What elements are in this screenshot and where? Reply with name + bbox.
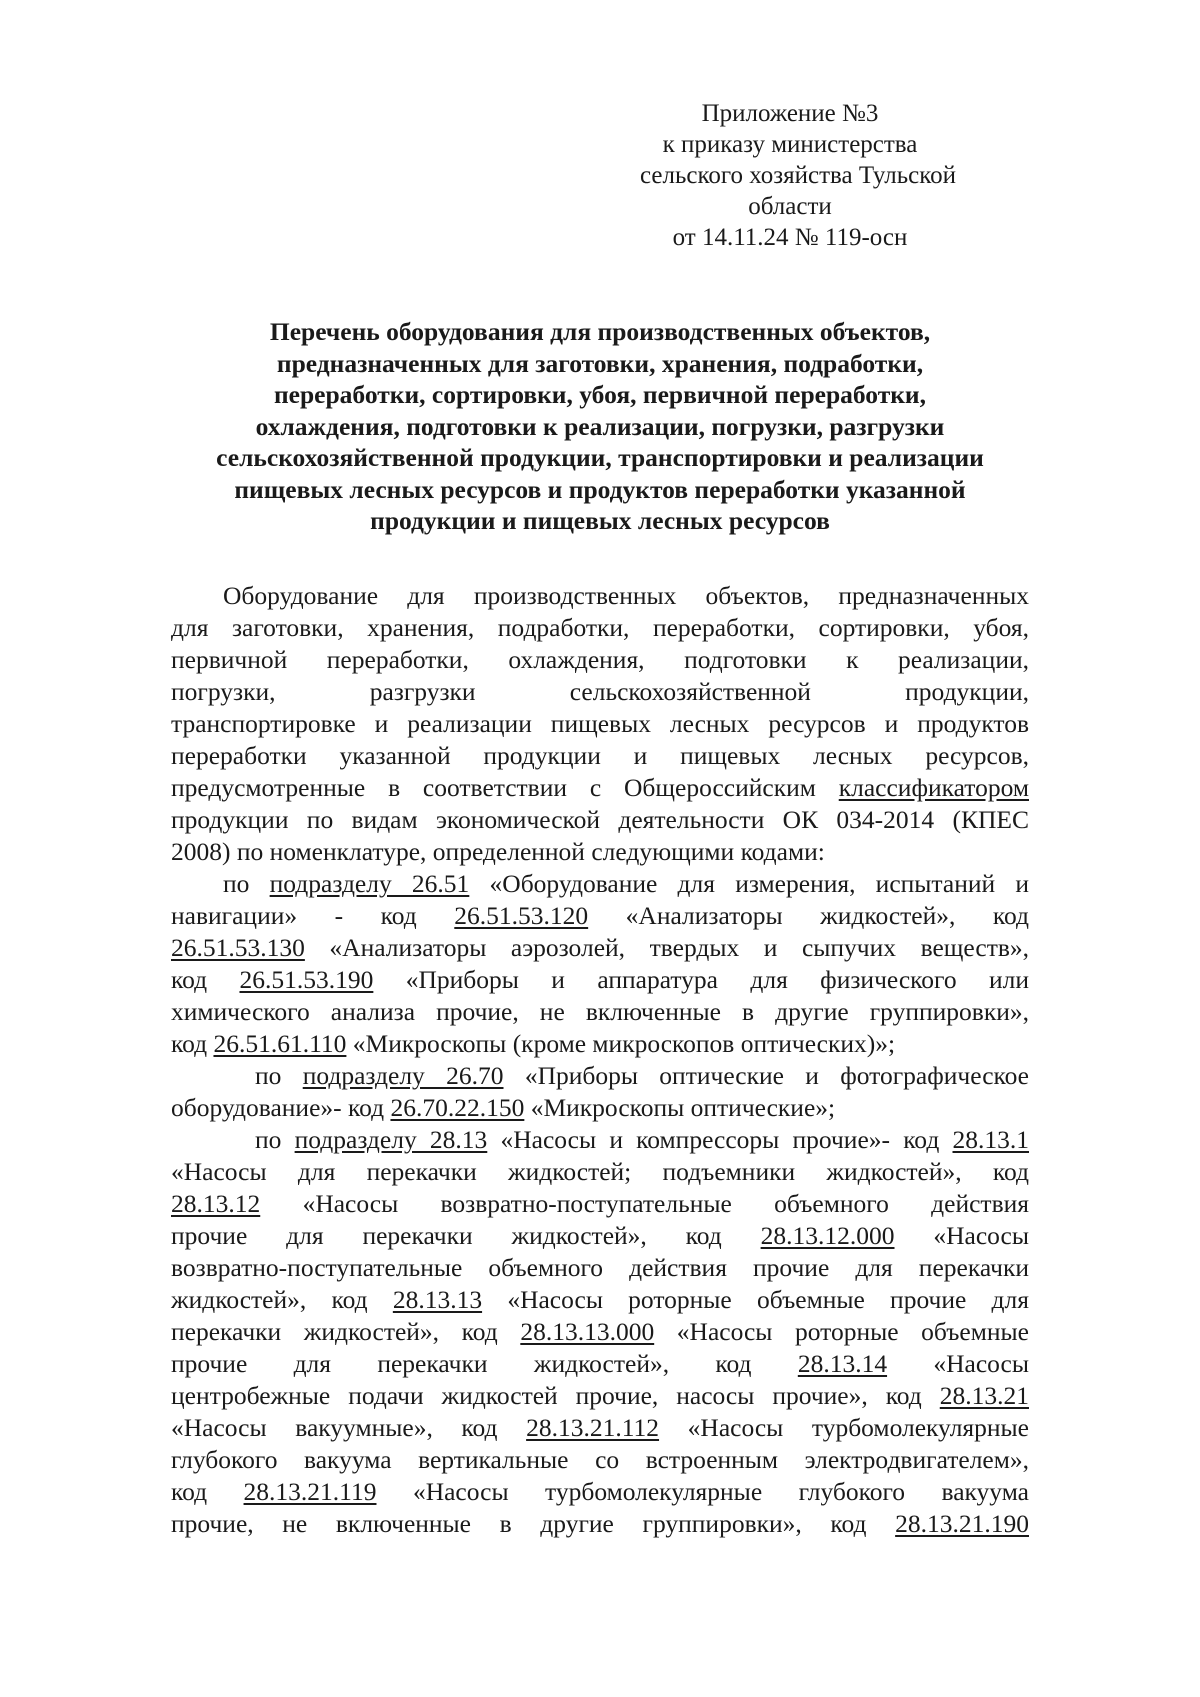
body-line — [171, 1508, 1029, 1540]
document-body — [171, 580, 1029, 1540]
title-line: продукции и пищевых лесных ресурсов — [370, 506, 830, 535]
title-line: сельскохозяйственной продукции, транспортировки и реализации — [216, 443, 984, 472]
code-link[interactable]: 28.13.13 — [392, 1285, 483, 1314]
body-text: «Насосы роторные объемные — [654, 1317, 1029, 1346]
body-line — [171, 1124, 1029, 1156]
title-line: переработки, сортировки, убоя, первичной переработки, — [273, 380, 926, 409]
body-line — [171, 868, 1029, 900]
title-line: охлаждения, подготовки к реализации, погрузки, разгрузки — [255, 411, 945, 441]
body-line — [171, 1348, 1029, 1380]
body-line — [171, 1028, 1029, 1060]
code-link[interactable]: 28.13.14 — [797, 1349, 888, 1378]
body-text: по — [223, 869, 270, 898]
body-text: жидкостей», код — [171, 1285, 393, 1314]
body-line — [171, 1188, 1029, 1220]
body-text: прочие для перекачки жидкостей», код — [171, 1349, 798, 1378]
body-line — [171, 900, 1029, 932]
body-text: «Насосы вакуумные», код — [171, 1413, 527, 1442]
body-line: для заготовки, хранения, подработки, переработки, сортировки, убоя, — [171, 613, 1029, 642]
body-line: переработки указанной продукции и пищевых лесных ресурсов, — [171, 741, 1029, 770]
appendix-region: области — [748, 193, 832, 220]
body-text: «Насосы турбомолекулярные — [659, 1413, 1029, 1442]
body-line — [171, 1220, 1029, 1252]
subsection-link-2651[interactable]: подразделу 26.51 — [269, 869, 470, 898]
appendix-date-number: от 14.11.24 № 119-осн — [672, 224, 908, 251]
body-line: возвратно-поступательные объемного действия прочие для перекачки — [171, 1253, 1029, 1282]
body-line — [171, 772, 1029, 804]
code-link[interactable]: 26.51.53.190 — [239, 965, 374, 994]
code-link[interactable]: 28.13.21 — [939, 1381, 1029, 1410]
body-line: транспортировке и реализации пищевых лесных ресурсов и продуктов — [171, 709, 1029, 738]
code-link[interactable]: 28.13.21.119 — [243, 1477, 377, 1506]
body-text: предусмотренные в соответствии с Общероссийским — [171, 773, 839, 802]
body-line — [171, 1412, 1029, 1444]
body-text: прочие для перекачки жидкостей», код — [171, 1221, 761, 1250]
body-text: «Насосы — [887, 1349, 1030, 1378]
body-line — [171, 932, 1029, 964]
title-line: пищевых лесных ресурсов и продуктов переработки указанной — [234, 474, 966, 504]
body-text: «Приборы оптические и фотографическое — [503, 1061, 1029, 1090]
code-link[interactable]: 28.13.12 — [171, 1189, 261, 1218]
body-text: навигации» - код — [171, 901, 455, 930]
body-line — [171, 1476, 1029, 1508]
subsection-link-2670[interactable]: подразделу 26.70 — [302, 1061, 504, 1090]
body-line — [171, 1284, 1029, 1316]
body-text: «Анализаторы жидкостей», код — [588, 901, 1029, 930]
appendix-order-ref: к приказу министерства — [662, 131, 918, 158]
body-text: «Насосы и компрессоры прочие»- код — [487, 1125, 953, 1154]
code-link[interactable]: 26.70.22.150 — [390, 1093, 525, 1122]
body-text: «Микроскопы оптические»; — [524, 1093, 836, 1122]
body-text: «Насосы возвратно-поступательные объемного действия — [260, 1189, 1029, 1218]
body-text: «Насосы — [894, 1221, 1030, 1250]
body-line: 2008) по номенклатуре, определенной следующими кодами: — [171, 837, 825, 866]
code-link[interactable]: 28.13.21.190 — [895, 1509, 1029, 1538]
body-text: «Насосы турбомолекулярные глубокого вакуума — [376, 1477, 1029, 1506]
appendix-ministry: сельского хозяйства Тульской — [640, 162, 957, 189]
code-link[interactable]: 28.13.1 — [952, 1125, 1029, 1154]
code-link[interactable]: 28.13.12.000 — [760, 1221, 895, 1250]
body-text: по — [255, 1125, 295, 1154]
code-link[interactable]: 28.13.21.112 — [526, 1413, 660, 1442]
body-text: «Насосы роторные объемные прочие для — [482, 1285, 1029, 1314]
body-text: «Оборудование для измерения, испытаний и — [469, 869, 1029, 898]
code-link[interactable]: 26.51.53.120 — [454, 901, 589, 930]
body-line — [171, 1060, 1029, 1092]
body-line: Оборудование для производственных объектов, предназначенных — [223, 581, 1029, 610]
body-text: центробежные подачи жидкостей прочие, насосы прочие», код — [171, 1381, 940, 1410]
body-line: погрузки, разгрузки сельскохозяйственной продукции, — [171, 677, 1029, 706]
body-text: прочие, не включенные в другие группировки», код — [171, 1509, 896, 1538]
body-text: «Приборы и аппаратура для физического или — [373, 965, 1029, 994]
body-line: глубокого вакуума вертикальные со встроенным электродвигателем», — [171, 1445, 1029, 1474]
body-text: код — [171, 1029, 214, 1058]
body-text: код — [171, 1477, 244, 1506]
code-link[interactable]: 26.51.61.110 — [213, 1029, 347, 1058]
body-line — [171, 1316, 1029, 1348]
body-line: химического анализа прочие, не включенные в другие группировки», — [171, 997, 1029, 1026]
body-text: оборудование»- код — [171, 1093, 391, 1122]
body-text: «Анализаторы аэрозолей, твердых и сыпучих веществ», — [304, 933, 1029, 962]
body-line: «Насосы для перекачки жидкостей; подъемники жидкостей», код — [171, 1157, 1029, 1186]
body-line — [171, 964, 1029, 996]
body-line — [171, 1092, 1029, 1124]
appendix-number: Приложение №3 — [701, 100, 879, 127]
code-link[interactable]: 28.13.13.000 — [520, 1317, 655, 1346]
appendix-header — [640, 98, 957, 253]
body-line: продукции по видам экономической деятельности ОК 034-2014 (КПЕС — [171, 805, 1029, 834]
title-line: Перечень оборудования для производственных объектов, — [269, 317, 931, 346]
body-line: первичной переработки, охлаждения, подготовки к реализации, — [171, 645, 1029, 674]
body-text: по — [255, 1061, 303, 1090]
code-link[interactable]: 26.51.53.130 — [171, 933, 305, 962]
subsection-link-2813[interactable]: подразделу 28.13 — [294, 1125, 488, 1154]
title-line: предназначенных для заготовки, хранения, подработки, — [276, 348, 924, 378]
body-text: перекачки жидкостей», код — [171, 1317, 521, 1346]
body-text: код — [171, 965, 240, 994]
body-text: «Микроскопы (кроме микроскопов оптических)»; — [346, 1029, 896, 1058]
classifier-link[interactable]: классификатором — [838, 773, 1029, 802]
document-title — [160, 316, 1040, 537]
body-line — [171, 1380, 1029, 1412]
